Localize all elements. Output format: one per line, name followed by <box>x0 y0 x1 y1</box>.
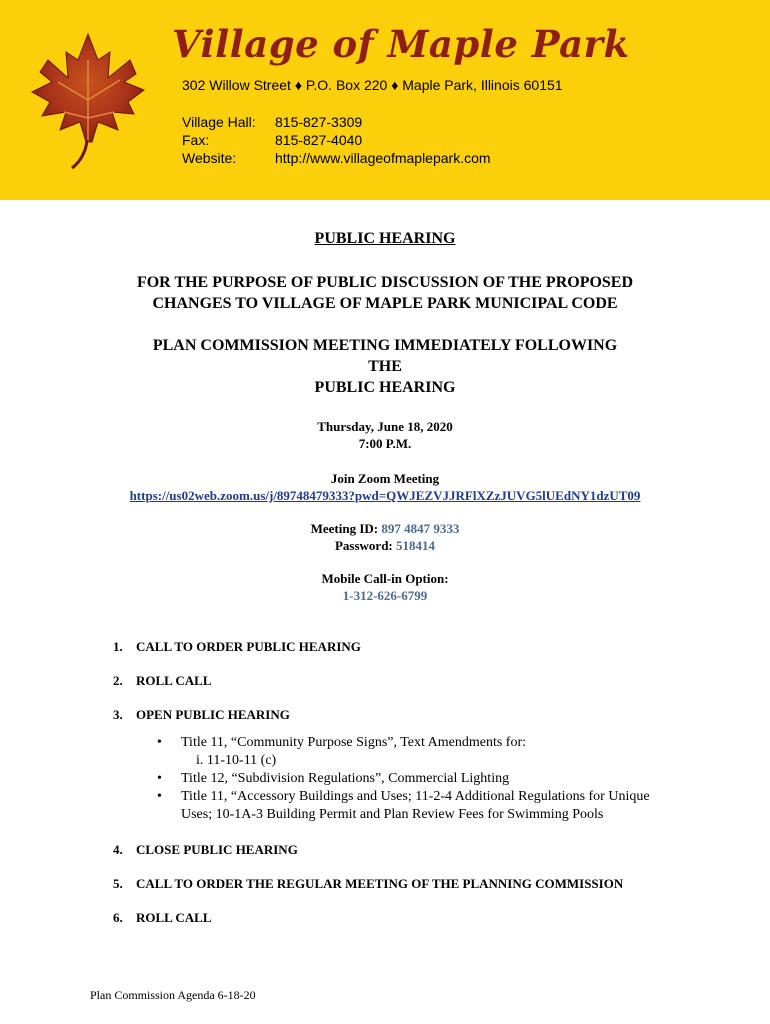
bullet-icon: • <box>157 789 162 804</box>
mobile-label: Mobile Call-in Option: <box>321 571 449 586</box>
meeting-credentials <box>0 520 770 554</box>
agenda-number: 6. <box>113 910 123 925</box>
agenda-number: 3. <box>113 707 123 722</box>
agenda-number: 2. <box>113 673 123 688</box>
agenda-text: CLOSE PUBLIC HEARING <box>136 842 298 857</box>
password-label: Password: <box>334 538 393 553</box>
topic-text: Title 11, “Accessory Buildings and Uses; 11-2-4 Additional Regulations for Unique Uses; 10-1A-3 Building Permit and Plan Review Fees for Swimming Pools <box>181 789 650 822</box>
password-row <box>0 537 770 554</box>
agenda-number: 4. <box>113 842 123 857</box>
password-value: 518414 <box>396 538 436 553</box>
meeting-id-row <box>0 520 770 537</box>
contact-label: Fax: <box>182 132 210 148</box>
agenda-number: 1. <box>113 639 123 654</box>
list-item <box>153 734 673 770</box>
agenda-text: ROLL CALL <box>136 910 212 925</box>
village-title: Village of Maple Park <box>172 22 630 66</box>
topic-subitem: i. 11-10-11 (c) <box>196 753 277 768</box>
website-link[interactable]: http://www.villageofmaplepark.com <box>275 150 491 166</box>
list-item <box>153 788 673 824</box>
plan-line: PUBLIC HEARING <box>314 379 456 396</box>
plan-line: PLAN COMMISSION MEETING IMMEDIATELY FOLLOWING <box>152 337 618 354</box>
purpose-line: CHANGES TO VILLAGE OF MAPLE PARK MUNICIPAL CODE <box>152 295 618 312</box>
agenda-item <box>113 638 673 655</box>
meeting-id-value: 897 4847 9333 <box>381 521 460 536</box>
zoom-label: Join Zoom Meeting <box>330 471 440 486</box>
agenda-item <box>113 875 673 892</box>
meeting-id-label: Meeting ID: <box>310 521 379 536</box>
agenda-list <box>113 638 673 943</box>
bullet-icon: • <box>157 735 162 750</box>
contact-row-website <box>182 149 491 167</box>
list-item <box>153 770 673 788</box>
agenda-item <box>113 841 673 858</box>
plan-commission-statement <box>0 335 770 398</box>
topic-text: Title 12, “Subdivision Regulations”, Commercial Lighting <box>181 771 510 786</box>
contact-block <box>182 113 491 167</box>
hearing-topics <box>113 734 673 824</box>
agenda-item <box>113 909 673 926</box>
contact-value: 815-827-4040 <box>275 132 363 148</box>
purpose-line: FOR THE PURPOSE OF PUBLIC DISCUSSION OF THE PROPOSED <box>136 274 634 291</box>
agenda-text: ROLL CALL <box>136 673 212 688</box>
contact-value: 815-827-3309 <box>275 114 363 130</box>
mobile-callin <box>0 570 770 604</box>
meeting-time: 7:00 P.M. <box>358 436 412 451</box>
page-footer: Plan Commission Agenda 6-18-20 <box>90 988 256 1002</box>
contact-row-hall <box>182 113 491 131</box>
agenda-item <box>113 672 673 689</box>
agenda-item <box>113 706 673 723</box>
maple-leaf-icon <box>28 30 148 170</box>
agenda-text: OPEN PUBLIC HEARING <box>136 707 290 722</box>
purpose-statement <box>0 272 770 314</box>
mobile-number[interactable]: 1-312-626-6799 <box>342 588 428 603</box>
hearing-heading: PUBLIC HEARING <box>314 230 456 247</box>
topic-text: Title 11, “Community Purpose Signs”, Text Amendments for: <box>181 735 527 750</box>
zoom-link[interactable]: https://us02web.zoom.us/j/89748479333?pwd=QWJEZVJJRFlXZzJUVG5lUEdNY1dzUT09 <box>129 488 641 503</box>
agenda-text: CALL TO ORDER THE REGULAR MEETING OF THE PLANNING COMMISSION <box>136 876 624 891</box>
zoom-block <box>0 470 770 504</box>
letterhead <box>0 0 770 200</box>
plan-line: THE <box>368 358 402 375</box>
bullet-icon: • <box>157 771 162 786</box>
village-address: 302 Willow Street ♦ P.O. Box 220 ♦ Maple Park, Illinois 60151 <box>182 77 563 93</box>
contact-row-fax <box>182 131 491 149</box>
contact-label: Village Hall: <box>182 114 256 130</box>
agenda-text: CALL TO ORDER PUBLIC HEARING <box>136 639 361 654</box>
contact-label: Website: <box>182 150 237 166</box>
meeting-datetime <box>0 418 770 452</box>
agenda-number: 5. <box>113 876 123 891</box>
meeting-date: Thursday, June 18, 2020 <box>317 419 453 434</box>
